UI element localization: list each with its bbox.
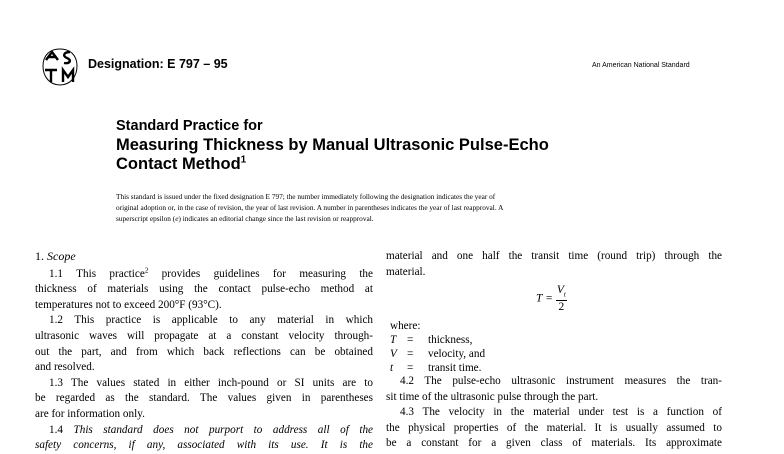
para-1-2-line-3: out the part, and from which back reflections can be obtained bbox=[35, 345, 373, 358]
definition-text: thickness, bbox=[428, 334, 473, 346]
issued-note-line-3b: ) indicates an editorial change since the last revision or reapproval. bbox=[178, 214, 374, 223]
para-4-2-line-1: 4.2 The pulse-echo ultrasonic instrument measures the tran- bbox=[400, 375, 722, 387]
footnote-mark-2: 2 bbox=[144, 265, 149, 274]
thickness-formula bbox=[536, 284, 567, 313]
section-number: 1. bbox=[35, 249, 44, 263]
issued-note-line-1: This standard is issued under the fixed designation E 797; the number immediately following the designation indicates the year of bbox=[116, 192, 496, 201]
para-1-1-line-3: temperatures not to exceed 200°F (93°C). bbox=[35, 298, 222, 311]
definition-symbol: t bbox=[390, 362, 394, 374]
col2-line-1: material and one half the transit time (round trip) through the bbox=[386, 250, 722, 262]
para-4-3-line-2: the physical properties of the material. It is usually assumed to bbox=[386, 421, 722, 434]
american-national-standard-label: An American National Standard bbox=[592, 62, 690, 69]
formula-denominator: 2 bbox=[558, 301, 565, 314]
formula-lhs: T = bbox=[536, 292, 553, 305]
para-1-3-line-2: be regarded as the standard. The values given in parentheses bbox=[35, 392, 373, 405]
issued-note-line-3 bbox=[116, 213, 716, 224]
definition-equals: = bbox=[407, 334, 414, 346]
definition-text: velocity, and bbox=[428, 348, 486, 360]
formula-fraction bbox=[556, 284, 567, 313]
epsilon-symbol: e bbox=[175, 214, 179, 223]
para-1-1-part-a: 1.1 This practice bbox=[49, 267, 145, 280]
para-1-4-number: 1.4 bbox=[49, 423, 74, 436]
title-line-2: Measuring Thickness by Manual Ultrasonic Pulse-Echo bbox=[116, 136, 549, 154]
para-1-4-italic-text: This standard does not purport to address all of the bbox=[73, 423, 373, 436]
title-line-1: Standard Practice for bbox=[116, 118, 263, 134]
section-title: Scope bbox=[47, 249, 76, 263]
title-footnote-mark: 1 bbox=[240, 154, 247, 166]
definition-symbol: V bbox=[390, 348, 397, 360]
col2-line-2: material. bbox=[386, 265, 426, 278]
issued-note-line-2: original adoption or, in the case of revision, the year of last revision. A number in parentheses indicates the year of last reapproval. A bbox=[116, 203, 504, 212]
definition-equals: = bbox=[407, 348, 414, 360]
para-1-3-line-3: are for information only. bbox=[35, 407, 145, 420]
left-column bbox=[35, 249, 373, 454]
astm-logo-icon bbox=[40, 46, 80, 88]
issued-note-line-3a: superscript epsilon ( bbox=[116, 214, 176, 223]
formula-numerator bbox=[556, 284, 567, 301]
para-1-2-line-1: 1.2 This practice is applicable to any material in which bbox=[49, 314, 373, 327]
para-4-3-line-3: be a constant for a given class of materials. Its approximate bbox=[386, 437, 722, 450]
para-1-1-line-2: thickness of materials using the contact pulse-echo method at bbox=[35, 283, 373, 296]
para-1-1-line-1 bbox=[35, 267, 373, 283]
formula-numerator-v: V bbox=[556, 284, 564, 296]
definition-text: transit time. bbox=[428, 362, 482, 374]
para-1-2-line-2: ultrasonic waves will propagate at a constant velocity through- bbox=[35, 329, 373, 342]
designation-label: Designation: E 797 – 95 bbox=[88, 57, 228, 71]
title-line-3-text: Contact Method bbox=[116, 155, 241, 173]
where-label: where: bbox=[390, 320, 421, 332]
para-1-3-line-1: 1.3 The values stated in either inch-pound or SI units are to bbox=[49, 376, 373, 389]
para-4-3-line-1: 4.3 The velocity in the material under test is a function of bbox=[400, 406, 722, 419]
para-1-2-line-4: and resolved. bbox=[35, 361, 95, 374]
para-1-4-line-1 bbox=[35, 423, 373, 439]
title-line-3 bbox=[116, 155, 246, 174]
para-4-2-line-2: sit time of the ultrasonic pulse through the part. bbox=[386, 390, 599, 403]
definition-equals: = bbox=[407, 362, 414, 374]
right-column-lower bbox=[386, 374, 722, 452]
para-1-1-part-b: provides guidelines for measuring the bbox=[148, 267, 373, 280]
definition-symbol: T bbox=[390, 334, 397, 346]
para-1-4-line-2 bbox=[35, 438, 373, 454]
right-column bbox=[386, 249, 722, 280]
formula-numerator-sub: t bbox=[563, 290, 566, 299]
section-heading-scope bbox=[35, 249, 373, 265]
para-1-4-line-2-text: safety concerns, if any, associated with its use. It is the bbox=[35, 439, 373, 452]
